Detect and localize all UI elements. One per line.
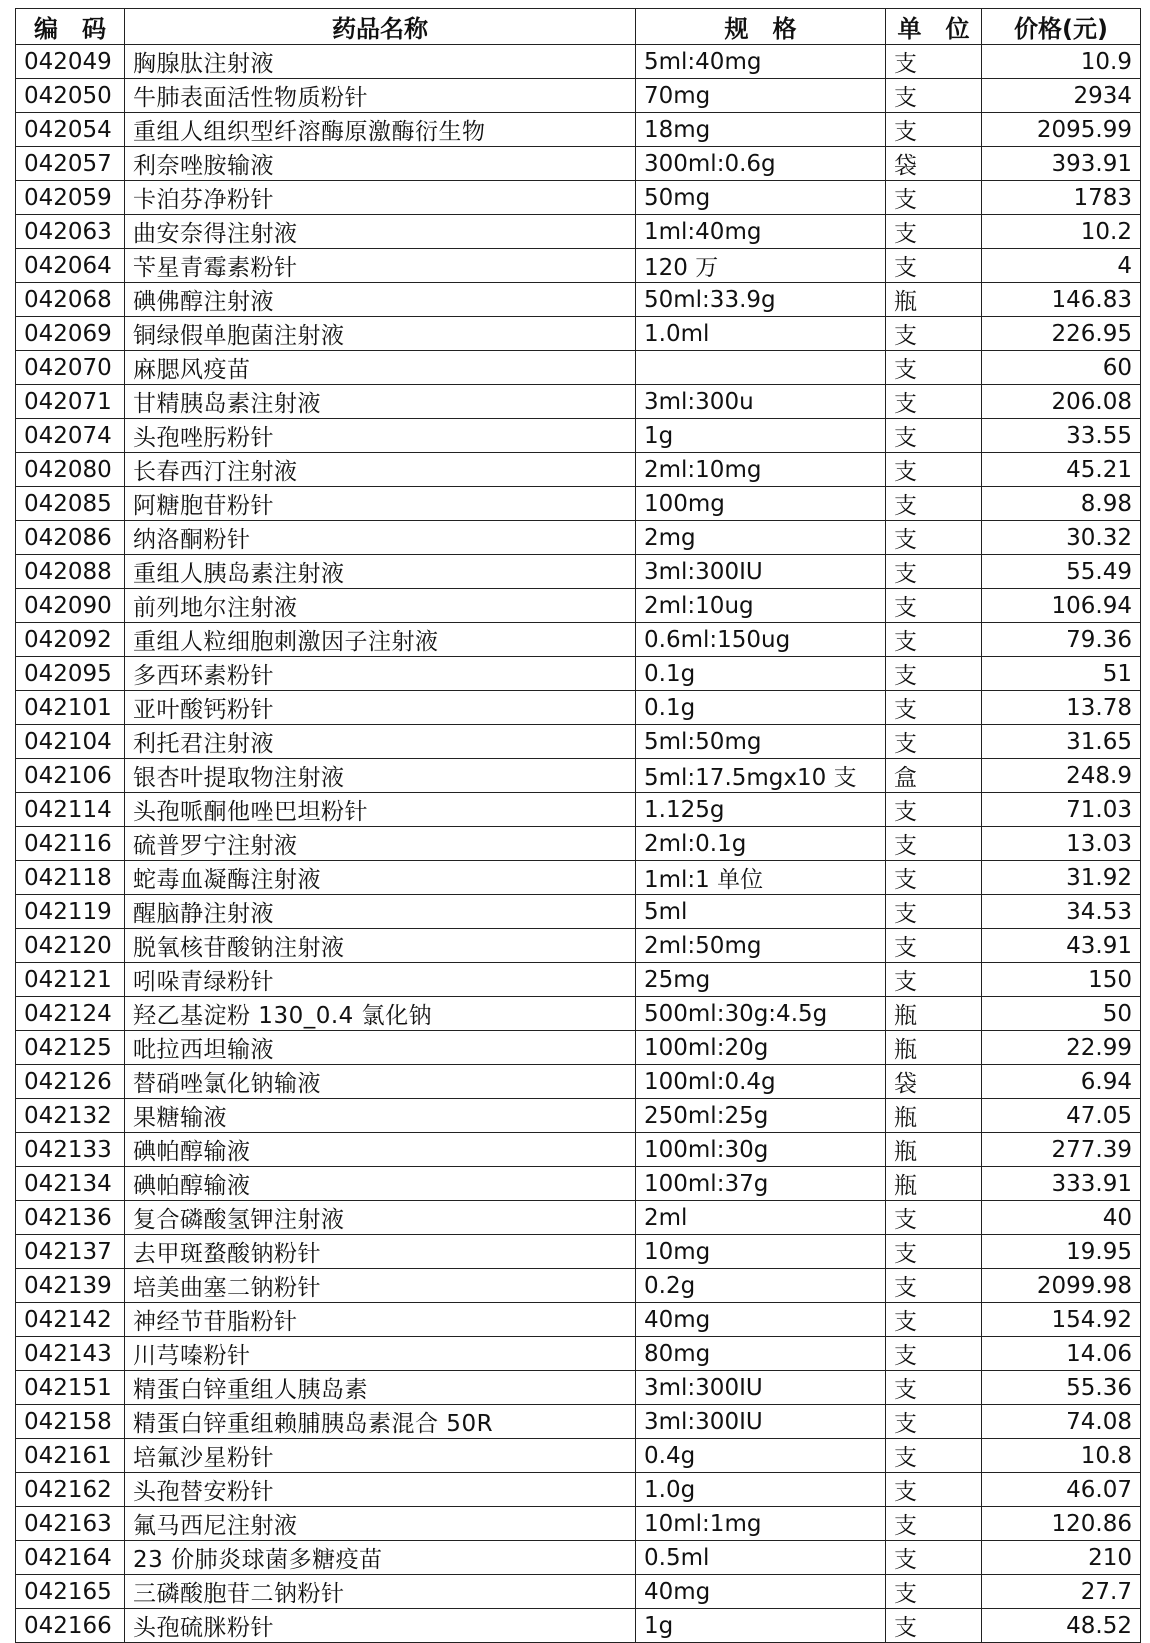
cell-price: 22.99	[982, 1031, 1141, 1065]
cell-price: 4	[982, 249, 1141, 283]
cell-price: 46.07	[982, 1473, 1141, 1507]
cell-spec: 1.0ml	[636, 317, 886, 351]
cell-spec: 18mg	[636, 113, 886, 147]
cell-unit: 支	[886, 521, 982, 555]
table-row	[16, 623, 1141, 657]
table-row	[16, 793, 1141, 827]
cell-code: 042049	[16, 45, 125, 79]
cell-price: 13.03	[982, 827, 1141, 861]
cell-spec: 50mg	[636, 181, 886, 215]
cell-drug-name: 长春西汀注射液	[125, 453, 636, 487]
table-row	[16, 283, 1141, 317]
table-row	[16, 929, 1141, 963]
cell-spec: 3ml:300u	[636, 385, 886, 419]
cell-code: 042125	[16, 1031, 125, 1065]
cell-drug-name: 铜绿假单胞菌注射液	[125, 317, 636, 351]
cell-spec: 10mg	[636, 1235, 886, 1269]
cell-code: 042071	[16, 385, 125, 419]
cell-spec: 3ml:300IU	[636, 555, 886, 589]
cell-unit: 支	[886, 929, 982, 963]
cell-unit: 瓶	[886, 283, 982, 317]
cell-drug-name: 氟马西尼注射液	[125, 1507, 636, 1541]
cell-price: 71.03	[982, 793, 1141, 827]
cell-unit: 支	[886, 1473, 982, 1507]
header-unit: 单 位	[886, 9, 982, 45]
cell-unit: 支	[886, 419, 982, 453]
cell-price: 43.91	[982, 929, 1141, 963]
cell-unit: 支	[886, 725, 982, 759]
cell-price: 14.06	[982, 1337, 1141, 1371]
cell-code: 042057	[16, 147, 125, 181]
table-row	[16, 1609, 1141, 1643]
cell-price: 120.86	[982, 1507, 1141, 1541]
cell-price: 47.05	[982, 1099, 1141, 1133]
table-row	[16, 351, 1141, 385]
cell-code: 042132	[16, 1099, 125, 1133]
cell-code: 042116	[16, 827, 125, 861]
cell-price: 31.65	[982, 725, 1141, 759]
table-row	[16, 1439, 1141, 1473]
cell-unit: 支	[886, 1337, 982, 1371]
table-row	[16, 1303, 1141, 1337]
cell-code: 042054	[16, 113, 125, 147]
cell-code: 042104	[16, 725, 125, 759]
cell-code: 042119	[16, 895, 125, 929]
cell-unit: 袋	[886, 1065, 982, 1099]
cell-spec: 2ml:10ug	[636, 589, 886, 623]
cell-spec: 100mg	[636, 487, 886, 521]
cell-unit: 支	[886, 181, 982, 215]
cell-price: 33.55	[982, 419, 1141, 453]
cell-drug-name: 重组人胰岛素注射液	[125, 555, 636, 589]
cell-drug-name: 三磷酸胞苷二钠粉针	[125, 1575, 636, 1609]
cell-price: 226.95	[982, 317, 1141, 351]
cell-drug-name: 利托君注射液	[125, 725, 636, 759]
table-row	[16, 997, 1141, 1031]
cell-code: 042106	[16, 759, 125, 793]
cell-spec: 3ml:300IU	[636, 1405, 886, 1439]
cell-drug-name: 蛇毒血凝酶注射液	[125, 861, 636, 895]
cell-code: 042133	[16, 1133, 125, 1167]
table-row	[16, 691, 1141, 725]
header-row	[16, 9, 1141, 45]
cell-code: 042134	[16, 1167, 125, 1201]
table-row	[16, 385, 1141, 419]
table-row	[16, 657, 1141, 691]
cell-price: 106.94	[982, 589, 1141, 623]
cell-spec: 2ml:0.1g	[636, 827, 886, 861]
cell-unit: 支	[886, 113, 982, 147]
cell-unit: 瓶	[886, 997, 982, 1031]
cell-code: 042090	[16, 589, 125, 623]
cell-code: 042070	[16, 351, 125, 385]
table-row	[16, 1575, 1141, 1609]
cell-price: 27.7	[982, 1575, 1141, 1609]
cell-drug-name: 川芎嗪粉针	[125, 1337, 636, 1371]
cell-spec: 250ml:25g	[636, 1099, 886, 1133]
cell-code: 042080	[16, 453, 125, 487]
cell-price: 10.2	[982, 215, 1141, 249]
cell-drug-name: 碘佛醇注射液	[125, 283, 636, 317]
cell-unit: 支	[886, 1541, 982, 1575]
cell-unit: 支	[886, 249, 982, 283]
cell-drug-name: 精蛋白锌重组人胰岛素	[125, 1371, 636, 1405]
table-row	[16, 1065, 1141, 1099]
cell-code: 042136	[16, 1201, 125, 1235]
table-row	[16, 1473, 1141, 1507]
cell-price: 2934	[982, 79, 1141, 113]
cell-price: 393.91	[982, 147, 1141, 181]
cell-unit: 支	[886, 1439, 982, 1473]
table-row	[16, 827, 1141, 861]
cell-drug-name: 羟乙基淀粉 130_0.4 氯化钠	[125, 997, 636, 1031]
table-row	[16, 1167, 1141, 1201]
cell-spec: 120 万	[636, 249, 886, 283]
cell-unit: 盒	[886, 759, 982, 793]
cell-drug-name: 23 价肺炎球菌多糖疫苗	[125, 1541, 636, 1575]
cell-unit: 支	[886, 589, 982, 623]
cell-drug-name: 替硝唑氯化钠输液	[125, 1065, 636, 1099]
table-row	[16, 555, 1141, 589]
cell-drug-name: 利奈唑胺输液	[125, 147, 636, 181]
table-row	[16, 181, 1141, 215]
cell-spec: 500ml:30g:4.5g	[636, 997, 886, 1031]
cell-drug-name: 培美曲塞二钠粉针	[125, 1269, 636, 1303]
cell-spec: 100ml:20g	[636, 1031, 886, 1065]
cell-unit: 支	[886, 351, 982, 385]
cell-drug-name: 曲安奈得注射液	[125, 215, 636, 249]
cell-unit: 支	[886, 317, 982, 351]
cell-spec: 5ml:40mg	[636, 45, 886, 79]
cell-price: 34.53	[982, 895, 1141, 929]
table-header	[16, 9, 1141, 45]
cell-code: 042092	[16, 623, 125, 657]
cell-price: 150	[982, 963, 1141, 997]
cell-drug-name: 前列地尔注射液	[125, 589, 636, 623]
cell-code: 042118	[16, 861, 125, 895]
cell-price: 51	[982, 657, 1141, 691]
cell-drug-name: 果糖输液	[125, 1099, 636, 1133]
cell-unit: 支	[886, 861, 982, 895]
cell-drug-name: 吡拉西坦输液	[125, 1031, 636, 1065]
cell-spec: 2ml:10mg	[636, 453, 886, 487]
cell-drug-name: 精蛋白锌重组赖脯胰岛素混合 50R	[125, 1405, 636, 1439]
cell-drug-name: 醒脑静注射液	[125, 895, 636, 929]
cell-drug-name: 吲哚青绿粉针	[125, 963, 636, 997]
cell-spec: 1g	[636, 1609, 886, 1643]
table-row	[16, 249, 1141, 283]
cell-price: 333.91	[982, 1167, 1141, 1201]
cell-code: 042064	[16, 249, 125, 283]
cell-unit: 支	[886, 1575, 982, 1609]
cell-spec	[636, 351, 886, 385]
cell-unit: 支	[886, 1507, 982, 1541]
cell-drug-name: 牛肺表面活性物质粉针	[125, 79, 636, 113]
cell-spec: 1g	[636, 419, 886, 453]
cell-unit: 支	[886, 215, 982, 249]
cell-drug-name: 纳洛酮粉针	[125, 521, 636, 555]
cell-drug-name: 脱氧核苷酸钠注射液	[125, 929, 636, 963]
cell-code: 042088	[16, 555, 125, 589]
cell-unit: 瓶	[886, 1099, 982, 1133]
cell-unit: 支	[886, 79, 982, 113]
header-price: 价格(元)	[982, 9, 1141, 45]
cell-code: 042085	[16, 487, 125, 521]
cell-code: 042158	[16, 1405, 125, 1439]
cell-code: 042069	[16, 317, 125, 351]
cell-price: 206.08	[982, 385, 1141, 419]
table-row	[16, 1541, 1141, 1575]
cell-code: 042166	[16, 1609, 125, 1643]
cell-unit: 瓶	[886, 1167, 982, 1201]
cell-price: 6.94	[982, 1065, 1141, 1099]
table-row	[16, 1099, 1141, 1133]
cell-spec: 80mg	[636, 1337, 886, 1371]
cell-spec: 1ml:1 单位	[636, 861, 886, 895]
cell-price: 48.52	[982, 1609, 1141, 1643]
table-row	[16, 487, 1141, 521]
cell-spec: 2mg	[636, 521, 886, 555]
cell-unit: 支	[886, 623, 982, 657]
cell-price: 74.08	[982, 1405, 1141, 1439]
table-body	[16, 45, 1141, 1643]
cell-drug-name: 碘帕醇输液	[125, 1167, 636, 1201]
header-code: 编 码	[16, 9, 125, 45]
cell-price: 210	[982, 1541, 1141, 1575]
table-row	[16, 1269, 1141, 1303]
cell-drug-name: 甘精胰岛素注射液	[125, 385, 636, 419]
cell-code: 042164	[16, 1541, 125, 1575]
table-row	[16, 147, 1141, 181]
cell-code: 042151	[16, 1371, 125, 1405]
cell-unit: 支	[886, 1609, 982, 1643]
cell-unit: 支	[886, 385, 982, 419]
cell-code: 042114	[16, 793, 125, 827]
cell-drug-name: 培氟沙星粉针	[125, 1439, 636, 1473]
table-row	[16, 1201, 1141, 1235]
cell-spec: 0.1g	[636, 657, 886, 691]
cell-code: 042162	[16, 1473, 125, 1507]
table-row	[16, 79, 1141, 113]
cell-price: 1783	[982, 181, 1141, 215]
cell-drug-name: 硫普罗宁注射液	[125, 827, 636, 861]
cell-drug-name: 胸腺肽注射液	[125, 45, 636, 79]
cell-price: 10.9	[982, 45, 1141, 79]
cell-spec: 100ml:30g	[636, 1133, 886, 1167]
cell-code: 042120	[16, 929, 125, 963]
cell-spec: 300ml:0.6g	[636, 147, 886, 181]
cell-spec: 100ml:37g	[636, 1167, 886, 1201]
table-row	[16, 963, 1141, 997]
table-row	[16, 1031, 1141, 1065]
cell-price: 248.9	[982, 759, 1141, 793]
table-row	[16, 1507, 1141, 1541]
cell-price: 30.32	[982, 521, 1141, 555]
table-row	[16, 521, 1141, 555]
cell-spec: 2ml:50mg	[636, 929, 886, 963]
cell-spec: 40mg	[636, 1575, 886, 1609]
cell-spec: 0.2g	[636, 1269, 886, 1303]
cell-code: 042063	[16, 215, 125, 249]
cell-drug-name: 苄星青霉素粉针	[125, 249, 636, 283]
cell-drug-name: 卡泊芬净粉针	[125, 181, 636, 215]
cell-price: 8.98	[982, 487, 1141, 521]
cell-unit: 支	[886, 691, 982, 725]
cell-drug-name: 头孢替安粉针	[125, 1473, 636, 1507]
cell-drug-name: 头孢唑肟粉针	[125, 419, 636, 453]
cell-drug-name: 头孢硫脒粉针	[125, 1609, 636, 1643]
cell-unit: 袋	[886, 147, 982, 181]
table-row	[16, 1405, 1141, 1439]
cell-unit: 支	[886, 1405, 982, 1439]
cell-price: 31.92	[982, 861, 1141, 895]
cell-price: 40	[982, 1201, 1141, 1235]
cell-spec: 70mg	[636, 79, 886, 113]
cell-drug-name: 阿糖胞苷粉针	[125, 487, 636, 521]
table-row	[16, 759, 1141, 793]
table-row	[16, 1337, 1141, 1371]
cell-unit: 支	[886, 963, 982, 997]
cell-price: 19.95	[982, 1235, 1141, 1269]
cell-drug-name: 复合磷酸氢钾注射液	[125, 1201, 636, 1235]
table-row	[16, 419, 1141, 453]
cell-drug-name: 去甲斑蝥酸钠粉针	[125, 1235, 636, 1269]
cell-code: 042086	[16, 521, 125, 555]
cell-code: 042101	[16, 691, 125, 725]
cell-price: 154.92	[982, 1303, 1141, 1337]
table-row	[16, 215, 1141, 249]
cell-drug-name: 亚叶酸钙粉针	[125, 691, 636, 725]
cell-price: 79.36	[982, 623, 1141, 657]
cell-drug-name: 银杏叶提取物注射液	[125, 759, 636, 793]
cell-price: 2095.99	[982, 113, 1141, 147]
table-row	[16, 317, 1141, 351]
cell-price: 2099.98	[982, 1269, 1141, 1303]
cell-code: 042068	[16, 283, 125, 317]
cell-drug-name: 碘帕醇输液	[125, 1133, 636, 1167]
cell-code: 042074	[16, 419, 125, 453]
table-row	[16, 861, 1141, 895]
cell-unit: 支	[886, 487, 982, 521]
cell-price: 50	[982, 997, 1141, 1031]
cell-code: 042143	[16, 1337, 125, 1371]
cell-unit: 支	[886, 1235, 982, 1269]
cell-spec: 2ml	[636, 1201, 886, 1235]
cell-code: 042121	[16, 963, 125, 997]
table-row	[16, 895, 1141, 929]
cell-code: 042165	[16, 1575, 125, 1609]
cell-spec: 5ml:17.5mgx10 支	[636, 759, 886, 793]
cell-drug-name: 神经节苷脂粉针	[125, 1303, 636, 1337]
cell-code: 042126	[16, 1065, 125, 1099]
cell-spec: 50ml:33.9g	[636, 283, 886, 317]
cell-spec: 5ml	[636, 895, 886, 929]
cell-spec: 1ml:40mg	[636, 215, 886, 249]
table-row	[16, 1371, 1141, 1405]
cell-price: 45.21	[982, 453, 1141, 487]
cell-price: 146.83	[982, 283, 1141, 317]
drug-price-table	[15, 8, 1141, 1643]
cell-unit: 支	[886, 895, 982, 929]
table-row	[16, 589, 1141, 623]
header-spec: 规 格	[636, 9, 886, 45]
table-row	[16, 45, 1141, 79]
cell-unit: 支	[886, 555, 982, 589]
cell-price: 55.49	[982, 555, 1141, 589]
cell-unit: 支	[886, 1371, 982, 1405]
cell-unit: 支	[886, 827, 982, 861]
cell-spec: 1.0g	[636, 1473, 886, 1507]
cell-code: 042050	[16, 79, 125, 113]
cell-drug-name: 多西环素粉针	[125, 657, 636, 691]
cell-code: 042059	[16, 181, 125, 215]
cell-spec: 10ml:1mg	[636, 1507, 886, 1541]
table-row	[16, 725, 1141, 759]
cell-spec: 0.4g	[636, 1439, 886, 1473]
cell-spec: 100ml:0.4g	[636, 1065, 886, 1099]
cell-unit: 支	[886, 453, 982, 487]
cell-spec: 40mg	[636, 1303, 886, 1337]
cell-price: 60	[982, 351, 1141, 385]
cell-drug-name: 头孢哌酮他唑巴坦粉针	[125, 793, 636, 827]
cell-drug-name: 重组人粒细胞刺激因子注射液	[125, 623, 636, 657]
cell-unit: 瓶	[886, 1031, 982, 1065]
table-row	[16, 453, 1141, 487]
cell-spec: 5ml:50mg	[636, 725, 886, 759]
cell-price: 277.39	[982, 1133, 1141, 1167]
cell-spec: 0.5ml	[636, 1541, 886, 1575]
cell-code: 042161	[16, 1439, 125, 1473]
table-row	[16, 1235, 1141, 1269]
cell-code: 042139	[16, 1269, 125, 1303]
cell-code: 042095	[16, 657, 125, 691]
table-row	[16, 1133, 1141, 1167]
cell-code: 042163	[16, 1507, 125, 1541]
cell-spec: 0.6ml:150ug	[636, 623, 886, 657]
cell-unit: 支	[886, 793, 982, 827]
cell-code: 042142	[16, 1303, 125, 1337]
cell-drug-name: 重组人组织型纤溶酶原激酶衍生物	[125, 113, 636, 147]
cell-spec: 3ml:300IU	[636, 1371, 886, 1405]
cell-price: 13.78	[982, 691, 1141, 725]
cell-unit: 支	[886, 1269, 982, 1303]
cell-unit: 瓶	[886, 1133, 982, 1167]
cell-spec: 0.1g	[636, 691, 886, 725]
cell-unit: 支	[886, 45, 982, 79]
table-row	[16, 113, 1141, 147]
cell-price: 55.36	[982, 1371, 1141, 1405]
cell-drug-name: 麻腮风疫苗	[125, 351, 636, 385]
cell-code: 042137	[16, 1235, 125, 1269]
cell-unit: 支	[886, 1303, 982, 1337]
cell-price: 10.8	[982, 1439, 1141, 1473]
cell-spec: 1.125g	[636, 793, 886, 827]
cell-unit: 支	[886, 657, 982, 691]
cell-code: 042124	[16, 997, 125, 1031]
cell-unit: 支	[886, 1201, 982, 1235]
cell-spec: 25mg	[636, 963, 886, 997]
header-name: 药品名称	[125, 9, 636, 45]
